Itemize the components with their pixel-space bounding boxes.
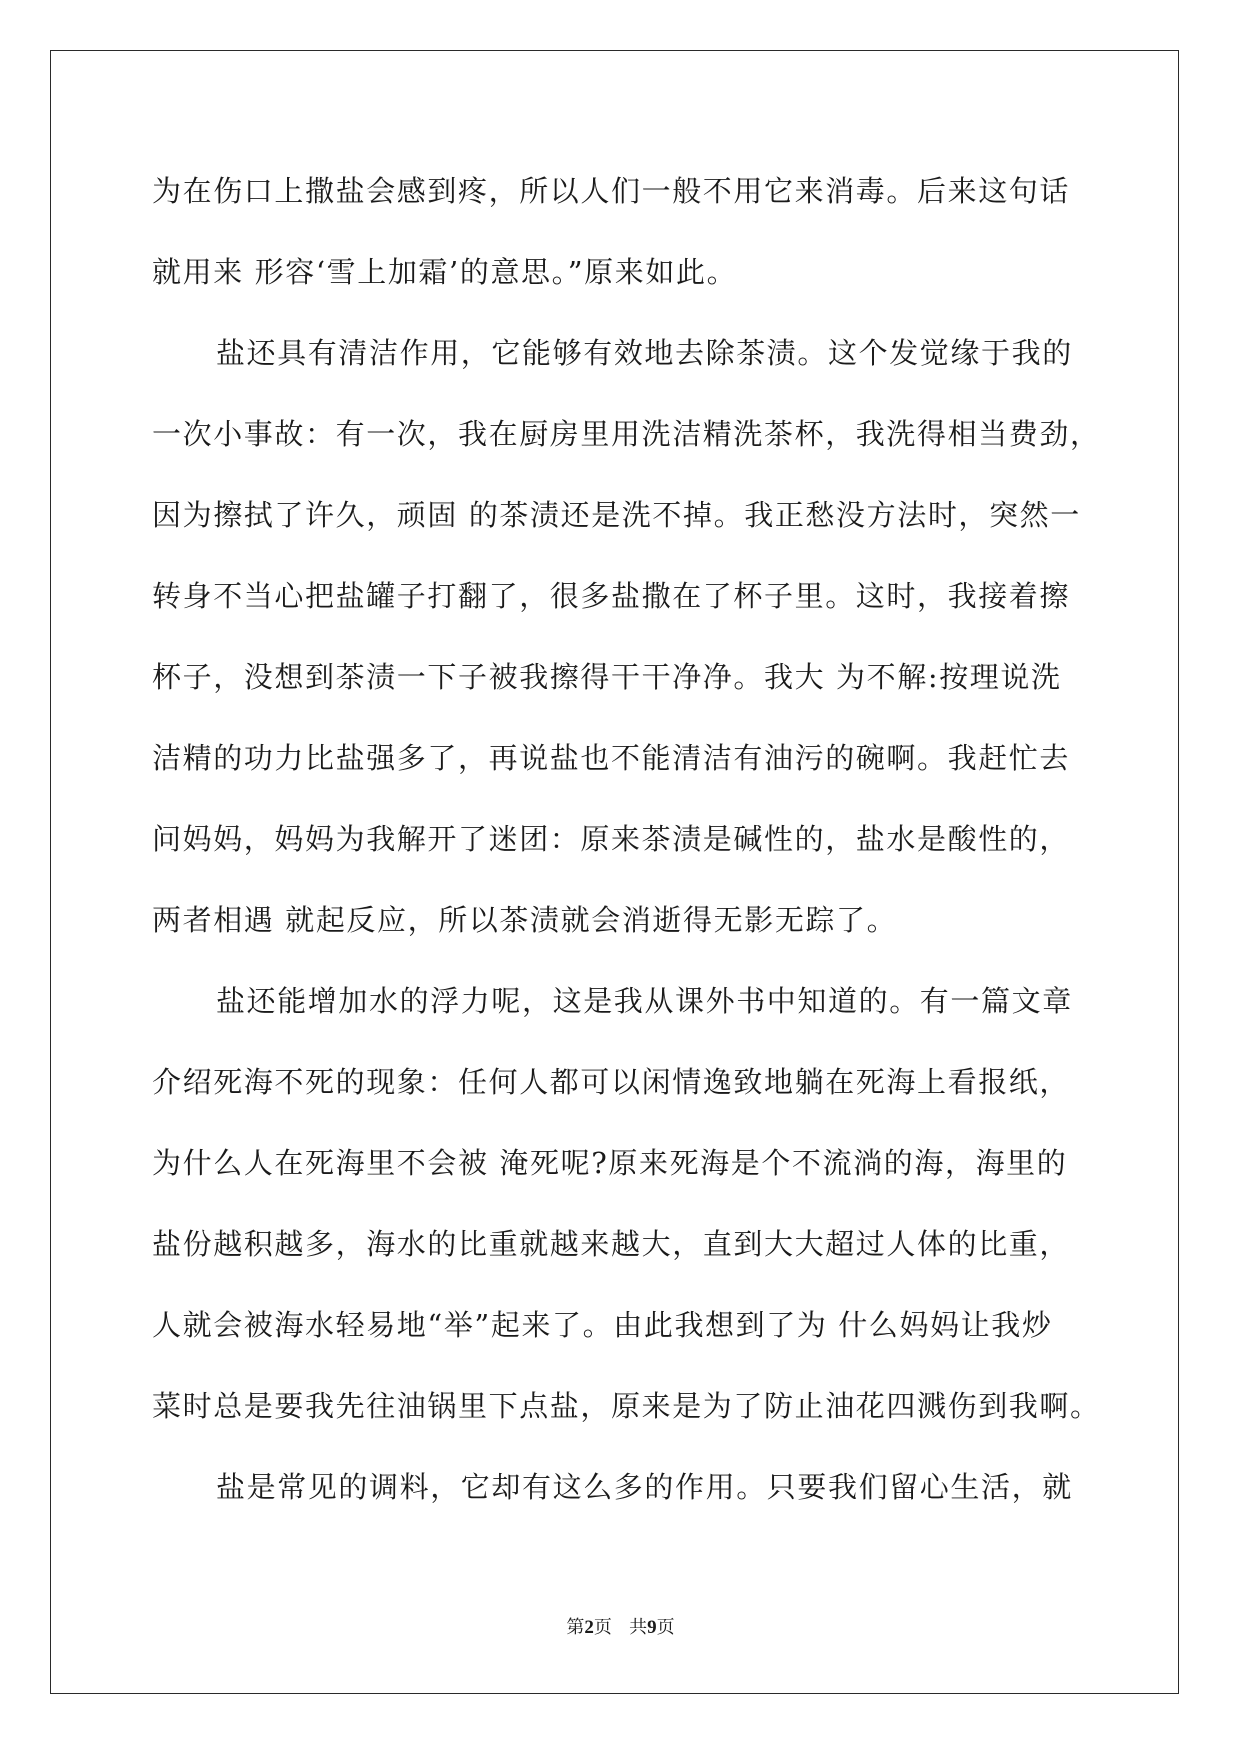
text-line: 盐还具有清洁作用，它能够有效地去除茶渍。这个发觉缘于我的 [216,336,1073,370]
footer-total-pages: 9 [647,1617,657,1638]
text-line: 因为擦拭了许久，顽固 的茶渍还是洗不掉。我正愁没方法时，突然一 [152,498,1081,532]
text-line: 转身不当心把盐罐子打翻了，很多盐撒在了杯子里。这时，我接着擦 [152,579,1071,613]
text-line: 就用来 形容‘雪上加霜’的意思。”原来如此。 [152,255,738,289]
text-line: 盐份越积越多，海水的比重就越来越大，直到大大超过人体的比重， [152,1227,1071,1261]
footer-total-suffix: 页 [656,1617,675,1638]
text-line: 为什么人在死海里不会被 淹死呢?原来死海是个不流淌的海，海里的 [152,1146,1068,1180]
footer-current-page: 2 [584,1617,594,1638]
text-line: 菜时总是要我先往油锅里下点盐，原来是为了防止油花四溅伤到我啊。 [152,1389,1101,1423]
text-line: 盐还能增加水的浮力呢，这是我从课外书中知道的。有一篇文章 [216,984,1073,1018]
text-line: 一次小事故：有一次，我在厨房里用洗洁精洗茶杯，我洗得相当费劲， [152,417,1101,451]
text-line: 盐是常见的调料，它却有这么多的作用。只要我们留心生活，就 [216,1470,1073,1504]
text-line: 杯子，没想到茶渍一下子被我擦得干干净净。我大 为不解:按理说洗 [152,660,1062,694]
text-line: 为在伤口上撒盐会感到疼，所以人们一般不用它来消毒。后来这句话 [152,174,1071,208]
text-line: 两者相遇 就起反应，所以茶渍就会消逝得无影无踪了。 [152,903,898,937]
text-line: 介绍死海不死的现象：任何人都可以闲情逸致地躺在死海上看报纸， [152,1065,1071,1099]
page-footer [0,1616,1241,1640]
footer-page-prefix: 第 [566,1617,585,1638]
text-line: 问妈妈，妈妈为我解开了迷团：原来茶渍是碱性的，盐水是酸性的， [152,822,1071,856]
text-line: 人就会被海水轻易地“举”起来了。由此我想到了为 什么妈妈让我炒 [152,1308,1053,1342]
text-line: 洁精的功力比盐强多了，再说盐也不能清洁有油污的碗啊。我赶忙去 [152,741,1071,775]
document-body [152,163,1101,1540]
footer-total-prefix: 共 [629,1617,648,1638]
footer-page-suffix: 页 [593,1617,612,1638]
